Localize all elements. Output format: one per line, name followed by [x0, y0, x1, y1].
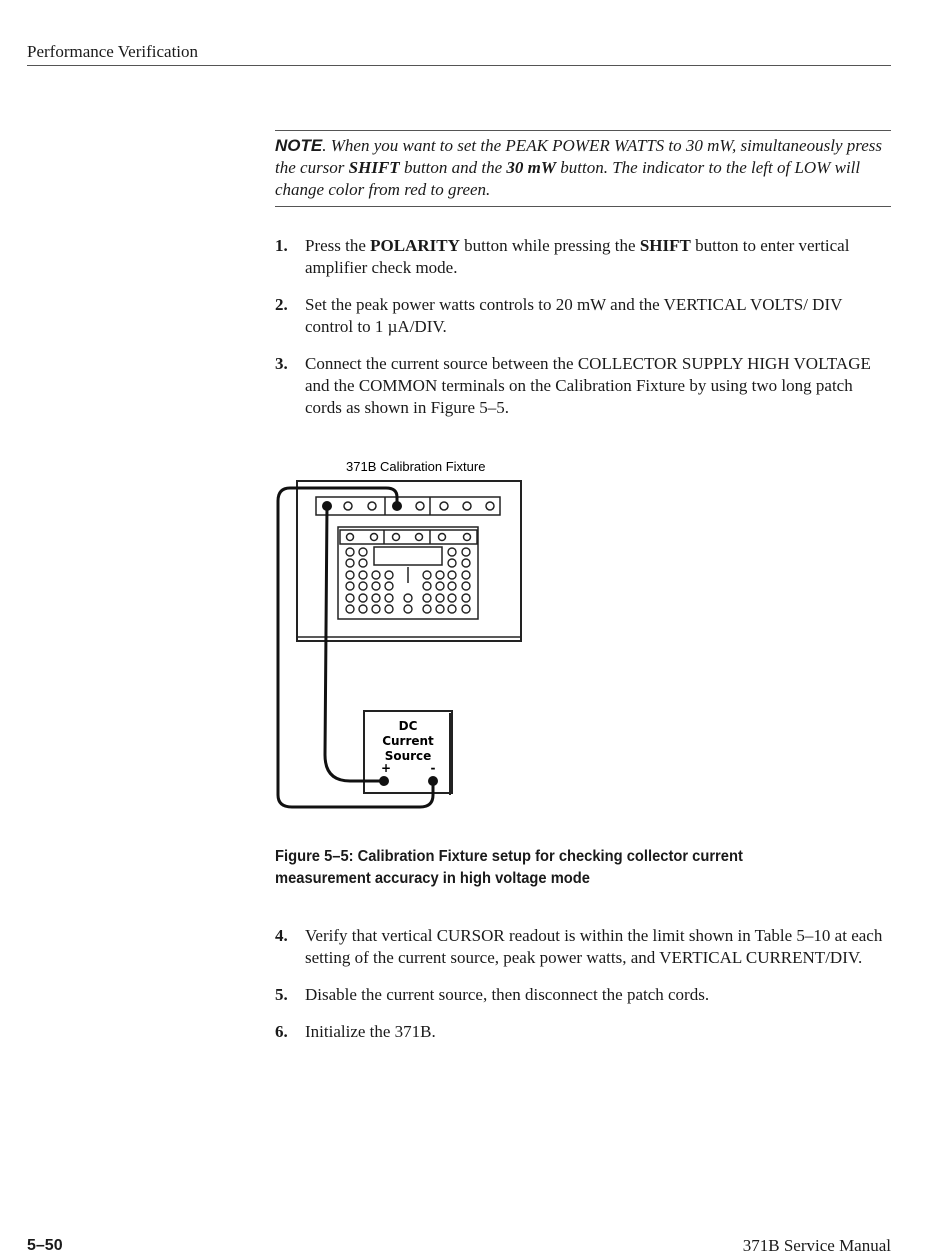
socket-hole	[346, 594, 354, 602]
socket-hole	[372, 605, 380, 613]
calibration-fixture-figure	[270, 455, 530, 815]
socket-hole	[448, 571, 456, 579]
socket-hole	[462, 582, 470, 590]
step-number: 5.	[275, 985, 288, 1004]
socket-hole	[359, 594, 367, 602]
note-bold: 30 mW	[506, 158, 557, 177]
socket-hole	[404, 605, 412, 613]
step-number: 3.	[275, 354, 288, 373]
socket-hole	[372, 571, 380, 579]
socket-hole	[423, 571, 431, 579]
note-label: NOTE	[275, 136, 323, 155]
dc-source-line-1: DC	[398, 719, 418, 733]
note-text: button. The indicator to the left of LOW will change color from red to green.	[275, 158, 861, 199]
socket-hole	[385, 571, 393, 579]
socket-hole	[359, 605, 367, 613]
step-5	[275, 984, 891, 1006]
note-text: button and the	[399, 158, 507, 177]
step-6	[275, 1021, 891, 1043]
step-1	[275, 235, 891, 279]
socket-hole	[423, 605, 431, 613]
socket-hole	[359, 559, 367, 567]
step-text: Disable the current source, then disconnect the patch cords.	[305, 985, 710, 1004]
note-text: . When you want to set the PEAK POWER WATTS to 30 mW, simultaneous	[322, 136, 831, 155]
step-number: 1.	[275, 236, 288, 255]
socket-hole	[385, 594, 393, 602]
socket-hole	[462, 594, 470, 602]
step-bold: SHIFT	[639, 236, 691, 255]
step-text: Press the	[305, 236, 371, 255]
socket-hole	[423, 582, 431, 590]
step-number: 4.	[275, 926, 288, 945]
socket-hole	[423, 594, 431, 602]
socket-hole	[448, 605, 456, 613]
socket-hole	[462, 548, 470, 556]
page-number: 5–50	[27, 1237, 63, 1254]
note-bold: SHIFT	[348, 158, 400, 177]
socket-hole	[372, 582, 380, 590]
step-4	[275, 925, 891, 969]
socket-hole	[346, 559, 354, 567]
dc-source-line-2: Current	[382, 734, 434, 748]
header-title: Performance Verification	[27, 42, 199, 61]
socket-hole	[385, 582, 393, 590]
socket-hole	[436, 594, 444, 602]
note-box	[275, 130, 891, 207]
socket-hole	[436, 582, 444, 590]
top-terminal-strip	[316, 497, 500, 515]
socket-hole	[359, 548, 367, 556]
figure-caption: Figure 5–5: Calibration Fixture setup for checking collector current measurement accuracy in high voltage mode	[275, 848, 743, 887]
socket-hole	[346, 582, 354, 590]
step-text: Verify that vertical CURSOR readout is within the limit shown in Table 5–10 at each setting of the current source, peak power watts, and VERTICAL CURRENT/DIV.	[305, 926, 883, 967]
socket-hole	[448, 559, 456, 567]
socket-hole	[462, 559, 470, 567]
step-text: button to enter vertical amplifier check mode.	[305, 236, 850, 277]
socket-hole	[359, 582, 367, 590]
socket-hole	[436, 571, 444, 579]
socket-hole	[448, 582, 456, 590]
step-number: 6.	[275, 1022, 288, 1041]
step-text: Initialize the 371B.	[305, 1022, 436, 1041]
fixture-label: 371B Calibration Fixture	[346, 459, 486, 474]
step-number: 2.	[275, 295, 288, 314]
socket-hole	[359, 571, 367, 579]
socket-hole	[385, 605, 393, 613]
dc-source-line-3: Source	[384, 749, 432, 763]
socket-hole	[346, 605, 354, 613]
step-2	[275, 294, 891, 338]
procedure-steps-continued	[275, 925, 891, 1058]
note-text: ly press the cursor	[275, 136, 882, 177]
minus-sign: -	[430, 761, 436, 775]
socket-hole	[448, 548, 456, 556]
step-3	[275, 353, 891, 419]
step-bold: POLARITY	[370, 236, 460, 255]
socket-hole	[346, 548, 354, 556]
plus-sign: +	[380, 761, 392, 775]
socket-hole	[436, 605, 444, 613]
step-text: Connect the current source between the COLLECTOR SUPPLY HIGH VOLTAGE and the COMMON terminals on the Calibration Fixture by using two long patch cords as shown in Figure 5–5.	[305, 354, 871, 417]
socket-hole	[346, 571, 354, 579]
manual-title: 371B Service Manual	[742, 1236, 891, 1255]
socket-hole	[372, 594, 380, 602]
procedure-steps	[275, 235, 891, 434]
socket-hole	[448, 594, 456, 602]
socket-hole	[404, 594, 412, 602]
socket-hole	[462, 605, 470, 613]
step-text: button while pressing the	[459, 236, 640, 255]
step-text: Set the peak power watts controls to 20 mW and the VERTICAL VOLTS/ DIV control to 1 µA/DIV.	[305, 295, 843, 336]
page-header	[27, 40, 891, 66]
socket-hole	[462, 571, 470, 579]
